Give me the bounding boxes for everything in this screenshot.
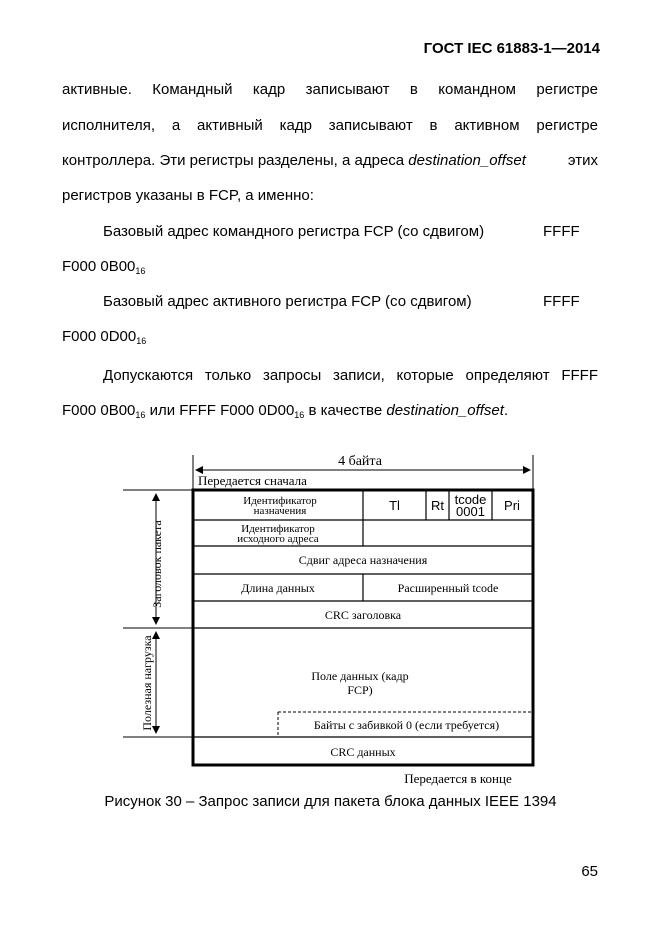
- data-field-cell: Поле данных (кадр FCP): [311, 669, 409, 697]
- data-length-cell: Длина данных: [241, 580, 315, 595]
- address-label: Базовый адрес активного регистра FCP (со сдвигом): [103, 293, 472, 310]
- address-value: FFFF: [543, 223, 580, 240]
- document-header: ГОСТ IEC 61883-1—2014: [423, 40, 600, 57]
- pri-cell: Pri: [504, 498, 520, 513]
- payload-side-label: Полезная нагрузка: [139, 635, 154, 731]
- data-crc-cell: CRC данных: [330, 744, 396, 759]
- page-number: 65: [581, 863, 598, 880]
- sent-first-label: Передается сначала: [198, 472, 307, 488]
- address-value: FFFF: [543, 293, 580, 310]
- body-line: Допускаются только запросы записи, которые определяют FFFF: [103, 367, 598, 384]
- sent-last-label: Передается в конце: [404, 770, 512, 786]
- body-line: активные. Командный кадр записывают в командном регистре: [62, 81, 598, 98]
- body-line: исполнителя, а активный кадр записывают в активном регистре: [62, 117, 598, 134]
- address-label: Базовый адрес командного регистра FCP (со сдвигом): [103, 223, 485, 240]
- tl-cell: Tl: [389, 498, 400, 513]
- tcode-cell: tcode 0001: [454, 491, 487, 519]
- ext-tcode-cell: Расширенный tcode: [397, 580, 499, 595]
- figure-caption: Рисунок 30 – Запрос записи для пакета блока данных IEEE 1394: [104, 793, 557, 810]
- address-value-cont: F000 $0D00_{16}$: [62, 328, 147, 346]
- padding-cell: Байты с забивкой 0 (если требуется): [313, 717, 500, 732]
- width-label: 4 байта: [338, 453, 382, 469]
- src-id-cell: Идентификатор исходного адреса: [237, 522, 319, 545]
- dest-offset-cell: Сдвиг адреса назначения: [298, 553, 428, 567]
- rt-cell: Rt: [431, 498, 444, 513]
- body-line: контроллера. Эти регистры разделены, а адреса destination_offset этих: [62, 152, 598, 169]
- body-line: регистров указаны в FCP, а именно:: [62, 187, 314, 204]
- header-crc-cell: CRC заголовка: [324, 607, 402, 622]
- header-side-label: Заголовок пакета: [149, 520, 164, 608]
- dest-id-cell: Идентификатор назначения: [243, 494, 317, 517]
- body-line: F000 $0B00_{16}$ или FFFF F000 $0D00_{16}$ в качестве destination_offset.: [62, 402, 509, 420]
- address-value-cont: F000 $0B00_{16}$: [62, 258, 146, 276]
